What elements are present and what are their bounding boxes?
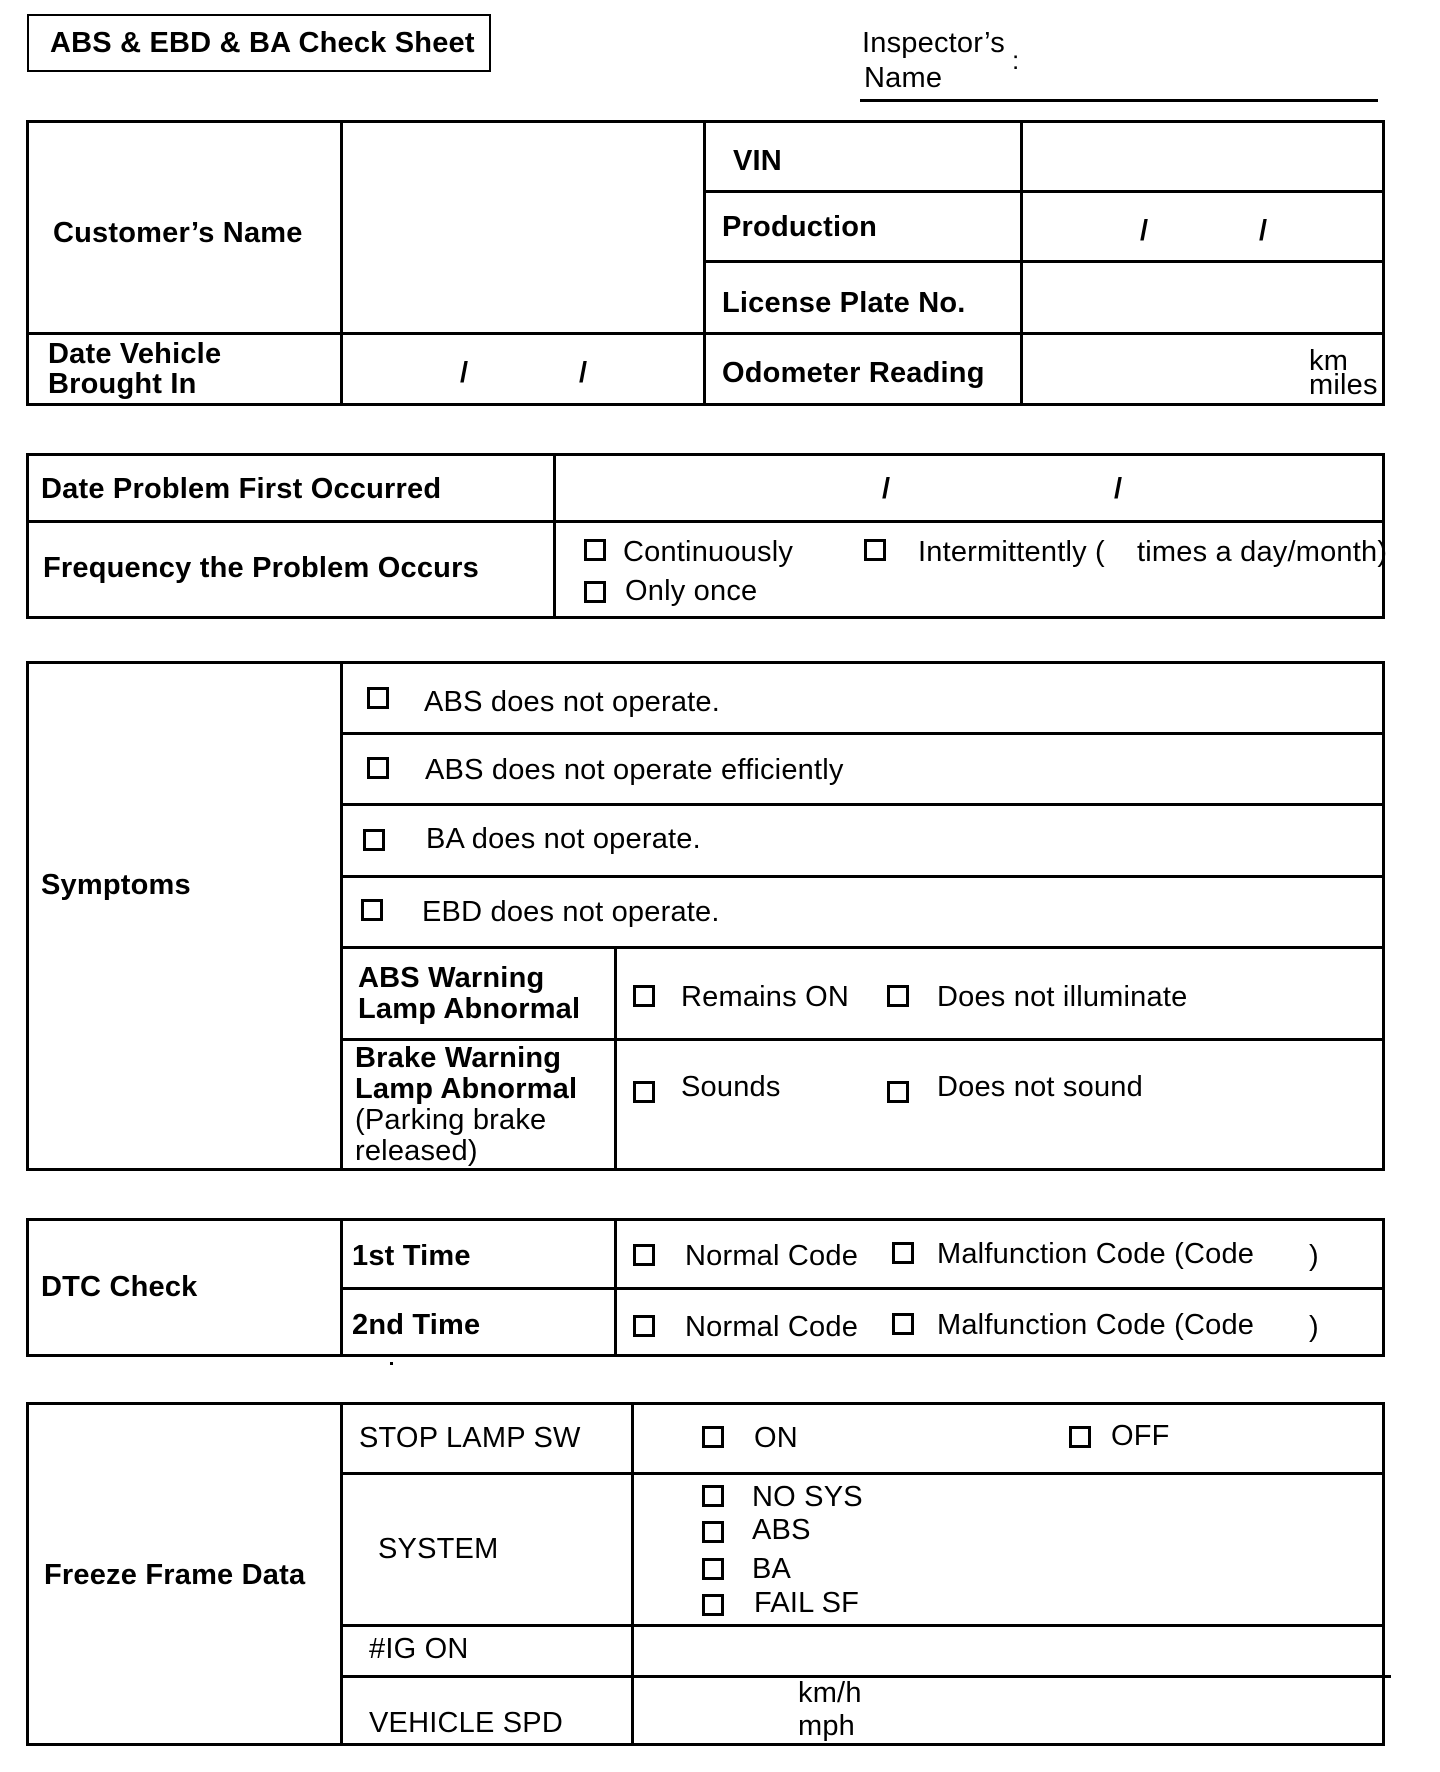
- frequency-label: Frequency the Problem Occurs: [43, 552, 479, 584]
- system-option: NO SYS: [752, 1481, 863, 1513]
- stop-lamp-on-checkbox[interactable]: [702, 1426, 724, 1448]
- vehicle-spd-unit-kmh: km/h: [798, 1677, 862, 1709]
- abs-lamp-label-line2: Lamp Abnormal: [358, 993, 581, 1025]
- second-close-paren: ): [1309, 1311, 1319, 1343]
- dtc-check-label: DTC Check: [41, 1271, 198, 1303]
- does-not-sound-checkbox[interactable]: [887, 1081, 909, 1103]
- inspector-label-line1: Inspector’s: [862, 27, 1005, 59]
- system-option: ABS: [752, 1514, 811, 1546]
- symptom-abs-not-efficient-checkbox[interactable]: [367, 757, 389, 779]
- symptom-abs-not-operate-checkbox[interactable]: [367, 687, 389, 709]
- does-not-illuminate-label: Does not illuminate: [937, 981, 1188, 1013]
- inspector-colon: :: [1012, 45, 1020, 75]
- vehicle-spd-unit-mph: mph: [798, 1710, 856, 1742]
- date-first-occurred-label: Date Problem First Occurred: [41, 473, 442, 505]
- vin-label: VIN: [733, 145, 782, 177]
- times-label: times a day/month): [1137, 536, 1388, 568]
- brake-lamp-label-line2: Lamp Abnormal: [355, 1073, 578, 1105]
- date-vehicle-slash-1: /: [460, 357, 469, 389]
- date-first-slash-2: /: [1114, 473, 1123, 505]
- stop-lamp-off-label: OFF: [1111, 1420, 1170, 1452]
- first-malfunction-code-checkbox[interactable]: [892, 1242, 914, 1264]
- vehicle-spd-label: VEHICLE SPD: [369, 1707, 563, 1739]
- odometer-unit-km: km: [1309, 345, 1349, 377]
- only-once-label: Only once: [625, 575, 758, 607]
- symptom-item: ABS does not operate.: [424, 686, 721, 718]
- customer-name-label: Customer’s Name: [53, 217, 303, 249]
- system-ba-checkbox[interactable]: [702, 1558, 724, 1580]
- brake-lamp-label-line1: Brake Warning: [355, 1042, 562, 1074]
- sounds-checkbox[interactable]: [633, 1081, 655, 1103]
- brake-lamp-label-line4: released): [355, 1135, 478, 1167]
- production-slash-2: /: [1259, 215, 1268, 247]
- second-malfunction-code-checkbox[interactable]: [892, 1313, 914, 1335]
- stop-lamp-sw-label: STOP LAMP SW: [359, 1422, 581, 1454]
- odometer-unit-miles: miles: [1309, 369, 1378, 401]
- intermittently-label: Intermittently (: [918, 536, 1105, 568]
- does-not-illuminate-checkbox[interactable]: [887, 985, 909, 1007]
- date-vehicle-label-line2: Brought In: [48, 368, 197, 400]
- remains-on-checkbox[interactable]: [633, 985, 655, 1007]
- only-once-checkbox[interactable]: [584, 581, 606, 603]
- date-vehicle-label-line1: Date Vehicle: [48, 338, 222, 370]
- continuously-label: Continuously: [623, 536, 794, 568]
- sounds-label: Sounds: [681, 1071, 781, 1103]
- first-normal-code-label: Normal Code: [685, 1240, 859, 1272]
- system-option: FAIL SF: [754, 1587, 860, 1619]
- system-label: SYSTEM: [378, 1533, 499, 1565]
- date-first-slash-1: /: [882, 473, 891, 505]
- symptom-item: EBD does not operate.: [422, 896, 720, 928]
- production-slash-1: /: [1140, 215, 1149, 247]
- inspector-label-line2: Name: [864, 62, 943, 94]
- does-not-sound-label: Does not sound: [937, 1071, 1143, 1103]
- symptom-ba-not-operate-checkbox[interactable]: [363, 829, 385, 851]
- dtc-first-time-label: 1st Time: [352, 1240, 471, 1272]
- stray-dot: [390, 1362, 393, 1365]
- dtc-second-time-label: 2nd Time: [352, 1309, 481, 1341]
- freeze-frame-label: Freeze Frame Data: [44, 1559, 306, 1591]
- ig-on-label: #IG ON: [369, 1633, 469, 1665]
- stop-lamp-off-checkbox[interactable]: [1069, 1426, 1091, 1448]
- inspector-name-line[interactable]: [860, 99, 1378, 102]
- system-abs-checkbox[interactable]: [702, 1521, 724, 1543]
- remains-on-label: Remains ON: [681, 981, 849, 1013]
- page-title: ABS & EBD & BA Check Sheet: [50, 27, 475, 59]
- second-malfunction-code-label: Malfunction Code (Code: [937, 1309, 1255, 1341]
- system-fail-sf-checkbox[interactable]: [702, 1594, 724, 1616]
- production-label: Production: [722, 211, 878, 243]
- first-normal-code-checkbox[interactable]: [633, 1244, 655, 1266]
- odometer-label: Odometer Reading: [722, 357, 985, 389]
- second-normal-code-checkbox[interactable]: [633, 1315, 655, 1337]
- intermittently-checkbox[interactable]: [864, 539, 886, 561]
- symptom-item: ABS does not operate efficiently: [425, 754, 844, 786]
- date-vehicle-slash-2: /: [579, 357, 588, 389]
- first-malfunction-code-label: Malfunction Code (Code: [937, 1238, 1255, 1270]
- brake-lamp-label-line3: (Parking brake: [355, 1104, 547, 1136]
- first-close-paren: ): [1309, 1240, 1319, 1272]
- abs-lamp-label-line1: ABS Warning: [358, 962, 545, 994]
- stop-lamp-on-label: ON: [754, 1422, 798, 1454]
- license-plate-label: License Plate No.: [722, 287, 966, 319]
- system-option: BA: [752, 1553, 792, 1585]
- continuously-checkbox[interactable]: [584, 539, 606, 561]
- system-no-sys-checkbox[interactable]: [702, 1485, 724, 1507]
- symptoms-label: Symptoms: [41, 869, 191, 901]
- symptom-item: BA does not operate.: [426, 823, 701, 855]
- second-normal-code-label: Normal Code: [685, 1311, 859, 1343]
- symptom-ebd-not-operate-checkbox[interactable]: [361, 899, 383, 921]
